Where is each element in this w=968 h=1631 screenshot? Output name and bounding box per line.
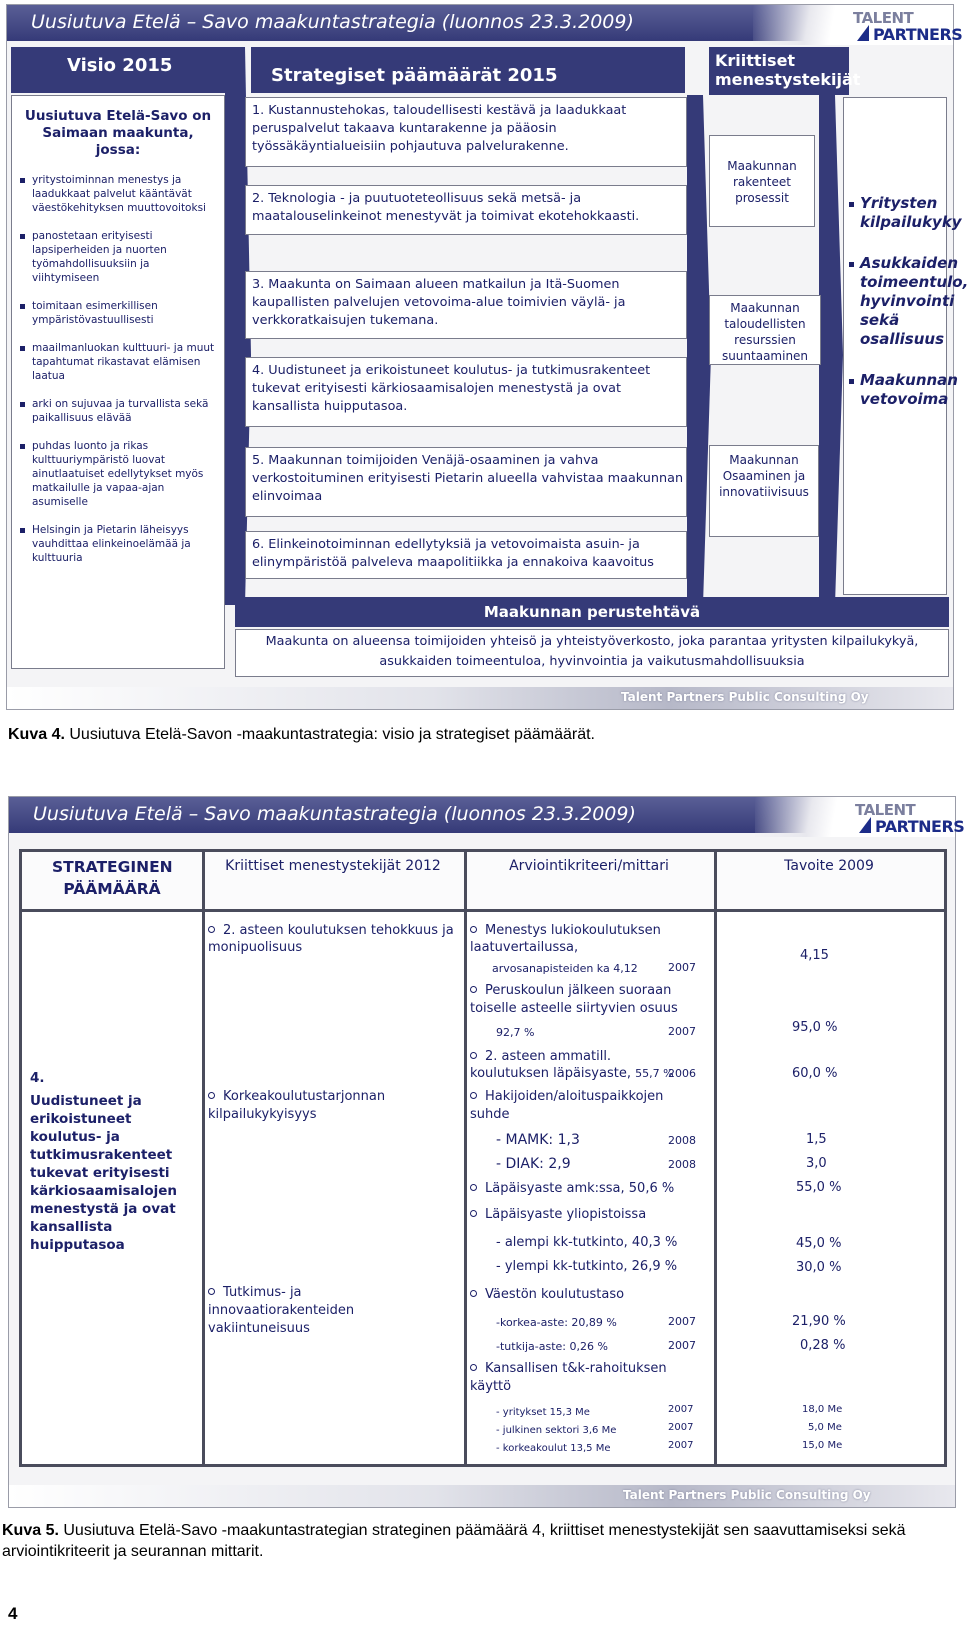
circle-bullet-icon <box>470 1364 477 1371</box>
factor-item: Korkeakoulutustarjonnan kilpailukykyisyys <box>208 1089 386 1122</box>
col-header-goal: STRATEGINEN PÄÄMÄÄRÄ <box>52 858 173 898</box>
critical-item-3: Maakunnan Osaaminen ja innovatiivisuus <box>709 445 819 537</box>
mission-title: Maakunnan perustehtävä <box>235 597 949 627</box>
goals-title: Strategiset päämäärät 2015 <box>251 47 685 93</box>
criteria-item: Kansallisen t&k-rahoituksen käyttö <box>470 1361 667 1394</box>
goal-text: Uudistuneet ja erikoistuneet koulutus- ja tutkimusrakenteet tukevat erityisesti kärkiosaamisalojen menestystä ja ovat kansallista huipputasoa <box>30 1093 178 1253</box>
criteria-item: Läpäisyaste yliopistoissa <box>470 1206 710 1223</box>
criteria-sub: - yritykset 15,3 Me <box>496 1407 590 1418</box>
vision-item: toimitaan esimerkillisen ympäristövastuullisesti <box>20 299 216 327</box>
vision-item: puhdas luonto ja rikas kulttuuriympäristö luovat ainutlaatuiset edellytykset myös matkailulle ja vapaa-ajan asumiselle <box>20 439 216 509</box>
criteria-item: Peruskoulun jälkeen suoraan toiselle asteelle siirtyvien osuus <box>470 983 678 1016</box>
col-divider <box>714 852 717 1464</box>
vision-intro: Uusiutuva Etelä-Savo on Saimaan maakunta, jossa: <box>24 108 212 158</box>
factor-item: 2. asteen koulutuksen tehokkuus ja monipuolisuus <box>208 923 454 955</box>
success-panel <box>843 97 968 595</box>
vision-item: panostetaan erityisesti lapsiperheiden ja nuorten työmahdollisuuksiin ja viihtymiseen <box>20 229 216 285</box>
criteria-sub: -korkea-aste: 20,89 % <box>496 1316 617 1329</box>
target-value: 3,0 <box>806 1156 827 1171</box>
vision-item: yritystoiminnan menestys ja laadukkaat palvelut kääntävät väestökehityksen muuttovoitoksi <box>20 173 216 215</box>
figure-caption-5: Kuva 5. Uusiutuva Etelä-Savo -maakuntastrategian strateginen päämäärä 4, kriittiset menestystekijät sen saavuttamiseksi sekä arviointikriteerit ja seurannan mittarit. <box>2 1522 906 1560</box>
criteria-sub: - julkinen sektori 3,6 Me <box>496 1425 617 1436</box>
talent-partners-logo: TALENT PARTNERS <box>753 5 953 45</box>
criteria-sub: - ylempi kk-tutkinto, 26,9 % <box>496 1259 678 1274</box>
circle-bullet-icon <box>470 926 477 933</box>
vision-item: maailmanluokan kulttuuri- ja muut tapahtumat rikastavat elämisen laatua <box>20 341 216 383</box>
criteria-year: 2007 <box>668 1339 696 1352</box>
criteria-year: 2007 <box>668 1422 694 1433</box>
criteria-item: Hakijoiden/aloituspaikkojen suhde <box>470 1089 664 1122</box>
criteria-year: 2008 <box>668 1134 696 1147</box>
criteria-sub: 92,7 % <box>496 1026 535 1039</box>
target-value: 0,28 % <box>800 1338 846 1353</box>
critical-item-1: Maakunnan rakenteet prosessit <box>709 135 815 227</box>
vision-item: arki on sujuvaa ja turvallista sekä paikallisuus elävää <box>20 397 216 425</box>
criteria-year: 2008 <box>668 1158 696 1171</box>
success-item: Asukkaiden toimeentulo, hyvinvointi sekä osallisuus <box>848 254 942 349</box>
criteria-sub: - MAMK: 1,3 <box>496 1132 580 1148</box>
page-number: 4 <box>8 1604 18 1623</box>
goal-item-3: 3. Maakunta on Saimaan alueen matkailun ja Itä-Suomen kaupallisten palvelujen vetovoima-alue toimivien väylä- ja verkkoratkaisujen tukemana. <box>245 271 687 339</box>
target-value: 60,0 % <box>792 1066 838 1081</box>
circle-bullet-icon <box>208 1092 215 1099</box>
col-divider <box>202 852 205 1464</box>
criteria-sub: - korkeakoulut 13,5 Me <box>496 1443 611 1454</box>
slide-header: Uusiutuva Etelä – Savo maakuntastrategia (luonnos 23.3.2009) <box>9 797 955 833</box>
criteria-year: 2007 <box>668 961 696 974</box>
criteria-year: 2007 <box>668 1404 694 1415</box>
circle-bullet-icon <box>208 926 215 933</box>
criteria-item: Menestys lukiokoulutuksen laatuvertailussa, <box>470 923 661 955</box>
vision-item: Helsingin ja Pietarin läheisyys vauhdittaa elinkeinoelämää ja kulttuuria <box>20 523 216 565</box>
logo-triangle-icon <box>859 817 871 833</box>
criteria-year: 2007 <box>668 1440 694 1451</box>
criteria-year: 2006 <box>668 1067 696 1080</box>
goal-number: 4. <box>30 1070 45 1086</box>
circle-bullet-icon <box>470 1210 477 1217</box>
criteria-item: 2. asteen ammatill. koulutuksen läpäisyaste, 55,7 % <box>470 1049 674 1081</box>
critical-item-2: Maakunnan taloudellisten resurssien suuntaaminen <box>709 295 821 365</box>
target-value: 18,0 Me <box>802 1404 843 1415</box>
circle-bullet-icon <box>470 1184 477 1191</box>
circle-bullet-icon <box>470 986 477 993</box>
col-header-criteria: Arviointikriteeri/mittari <box>509 858 669 874</box>
circle-bullet-icon <box>470 1092 477 1099</box>
goal-item-6: 6. Elinkeinotoiminnan edellytyksiä ja vetovoimaista asuin- ja elinympäristöä palveleva maapolitiikka ja ennakoiva kaavoitus <box>245 531 687 579</box>
criteria-item: Läpäisyaste amk:ssa, 50,6 % <box>470 1180 710 1197</box>
figure-caption-4: Kuva 4. Uusiutuva Etelä-Savon -maakuntastrategia: visio ja strategiset päämäärät. <box>8 726 595 743</box>
mission-text: Maakunta on alueensa toimijoiden yhteisö ja yhteistyöverkosto, joka parantaa yritysten kilpailukykyä, asukkaiden toimeentuloa, hyvinvointia ja vaikutusmahdollisuuksia <box>235 629 949 677</box>
success-item: Maakunnan vetovoima <box>848 371 942 409</box>
vision-title: Visio 2015 <box>11 47 225 93</box>
target-value: 21,90 % <box>792 1314 846 1329</box>
slide-header: Uusiutuva Etelä – Savo maakuntastrategia (luonnos 23.3.2009) <box>7 5 953 41</box>
criteria-sub: -tutkija-aste: 0,26 % <box>496 1340 608 1353</box>
target-value: 95,0 % <box>792 1020 838 1035</box>
criteria-sub: - DIAK: 2,9 <box>496 1156 571 1172</box>
col-header-factors: Kriittiset menestystekijät 2012 <box>225 858 441 874</box>
target-value: 1,5 <box>806 1132 827 1147</box>
col-header-target: Tavoite 2009 <box>784 858 874 874</box>
critical-title: Kriittiset menestystekijät <box>709 47 849 95</box>
goal-table <box>19 849 947 1467</box>
talent-partners-logo: TALENT PARTNERS <box>755 797 955 837</box>
circle-bullet-icon <box>470 1052 477 1059</box>
goals-arrow-shape <box>687 95 711 605</box>
criteria-year: 2007 <box>668 1315 696 1328</box>
target-value: 55,0 % <box>796 1180 842 1195</box>
target-value: 30,0 % <box>796 1260 842 1275</box>
col-divider <box>464 852 467 1464</box>
target-value: 15,0 Me <box>802 1440 843 1451</box>
success-item: Yritysten kilpailukyky <box>848 194 942 232</box>
circle-bullet-icon <box>470 1290 477 1297</box>
slide-goal-4-table <box>8 796 965 1508</box>
criteria-item: Väestön koulutustaso <box>470 1286 710 1303</box>
critical-arrow-shape <box>819 95 843 605</box>
goal-item-5: 5. Maakunnan toimijoiden Venäjä-osaaminen ja vahva verkostoituminen erityisesti Pietarin alueella vahvistaa maakunnan elinvoimaa <box>245 447 687 517</box>
target-value: 5,0 Me <box>808 1422 842 1433</box>
slide-footer: Talent Partners Public Consulting Oy <box>7 687 953 709</box>
goal-item-1: 1. Kustannustehokas, taloudellisesti kestävä ja laadukkaat peruspalvelut takaava kuntarakenne ja pääosin työssäkäyntialueisiin pohjautuva palvelurakenne. <box>245 97 687 167</box>
slide-strategy-overview <box>6 4 968 710</box>
criteria-sub: - alempi kk-tutkinto, 40,3 % <box>496 1235 678 1250</box>
criteria-year: 2007 <box>668 1025 696 1038</box>
factor-item: Tutkimus- ja innovaatiorakenteiden vakiintuneisuus <box>208 1285 355 1336</box>
slide-footer: Talent Partners Public Consulting Oy <box>9 1485 955 1507</box>
goal-item-2: 2. Teknologia - ja puutuoteteollisuus sekä metsä- ja maatalouselinkeinot menestyvät ja toimivat ekotehokkaasti. <box>245 185 687 235</box>
goal-item-4: 4. Uudistuneet ja erikoistuneet koulutus- ja tutkimusrakenteet tukevat erityisesti kärkiosaamisalojen menestystä ja ovat kansallista huipputasoa. <box>245 357 687 427</box>
circle-bullet-icon <box>208 1288 215 1295</box>
target-value: 4,15 <box>800 948 829 963</box>
target-value: 45,0 % <box>796 1236 842 1251</box>
criteria-sub: arvosanapisteiden ka 4,12 <box>492 962 638 975</box>
